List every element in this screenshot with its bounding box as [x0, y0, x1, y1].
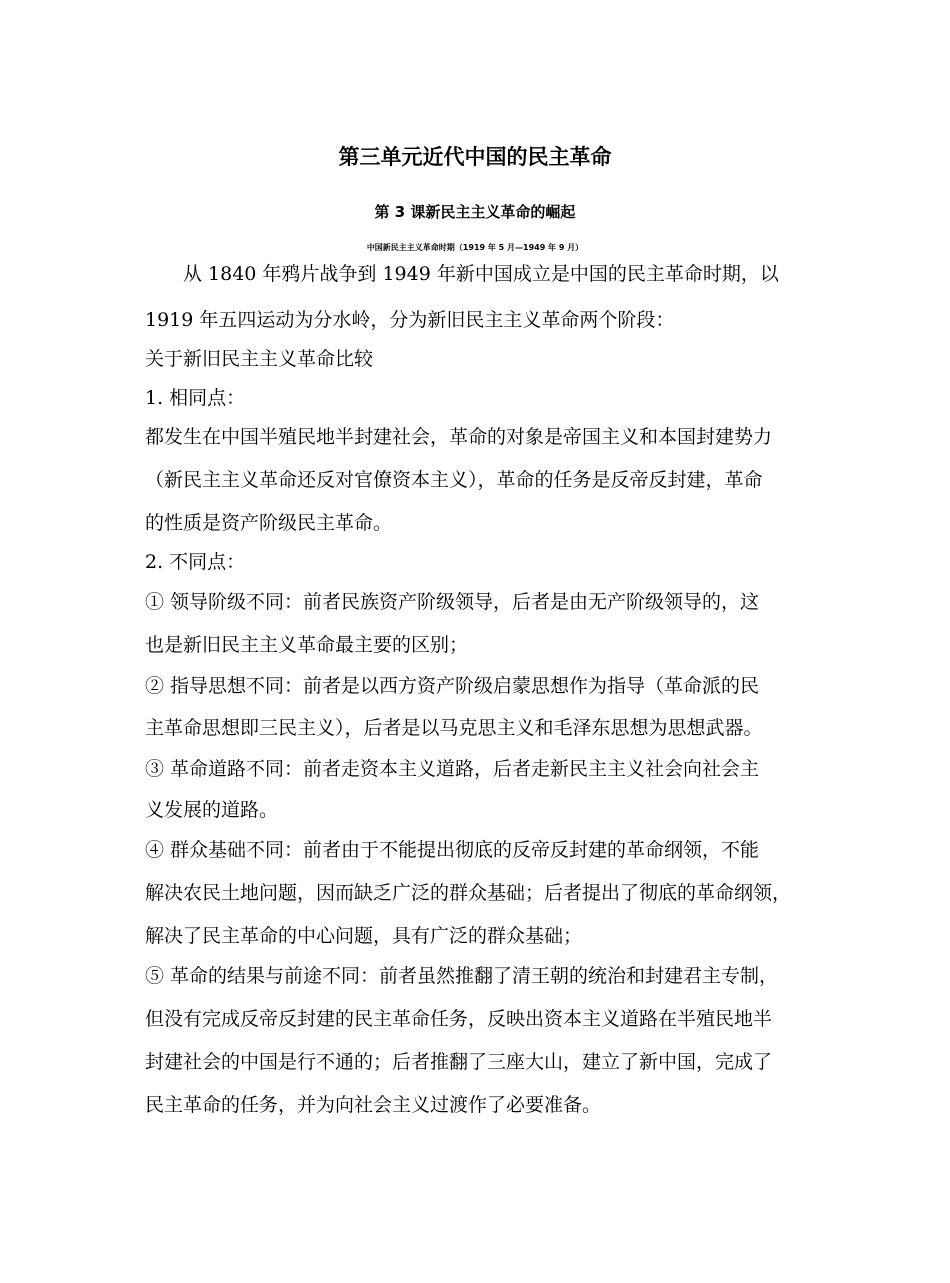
body-line: 解决了民主革命的中心问题，具有广泛的群众基础；	[145, 925, 583, 947]
body-line: ⑤ 革命的结果与前途不同：前者虽然推翻了清王朝的统治和封建君主专制，	[145, 965, 779, 987]
body-line: 民主革命的任务，并为向社会主义过渡作了必要准备。	[145, 1094, 602, 1116]
body-line: 的性质是资产阶级民主革命。	[145, 512, 393, 534]
body-line: ① 领导阶级不同：前者民族资产阶级领导，后者是由无产阶级领导的，这	[145, 591, 760, 613]
body-line: （新民主主义革命还反对官僚资本主义），革命的任务是反帝反封建，革命	[145, 469, 763, 491]
body-line: 关于新旧民主主义革命比较	[145, 348, 374, 370]
body-line: 解决农民土地问题，因而缺乏广泛的群众基础；后者提出了彻底的革命纲领，	[145, 882, 792, 904]
body-line: ③ 革命道路不同：前者走资本主义道路，后者走新民主主义社会向社会主	[145, 758, 760, 780]
lesson-title: 第 3 课新民主主义革命的崛起	[374, 203, 576, 221]
body-line: 也是新旧民主主义革命最主要的区别；	[145, 634, 469, 656]
body-line: ② 指导思想不同：前者是以西方资产阶级启蒙思想作为指导（革命派的民	[145, 675, 760, 697]
body-line: 主革命思想即三民主义），后者是以马克思主义和毛泽东思想为思想武器。	[145, 717, 763, 739]
body-line: 但没有完成反帝反封建的民主革命任务，反映出资本主义道路在半殖民地半	[145, 1008, 773, 1030]
unit-title: 第三单元近代中国的民主革命	[338, 145, 612, 169]
body-line: 义发展的道路。	[145, 799, 279, 821]
body-line: 2. 不同点：	[145, 551, 246, 573]
body-line: ④ 群众基础不同：前者由于不能提出彻底的反帝反封建的革命纲领，不能	[145, 839, 760, 861]
body-line: 都发生在中国半殖民地半封建社会，革命的对象是帝国主义和本国封建势力	[145, 426, 773, 448]
body-line: 从 1840 年鸦片战争到 1949 年新中国成立是中国的民主革命时期，以	[183, 263, 779, 285]
body-line: 1. 相同点：	[145, 387, 246, 409]
body-line: 1919 年五四运动为分水岭，分为新旧民主主义革命两个阶段：	[145, 309, 675, 331]
body-line: 封建社会的中国是行不通的；后者推翻了三座大山，建立了新中国，完成了	[145, 1051, 773, 1073]
period-heading: 中国新民主主义革命时期（1919 年 5 月—1949 年 9 月）	[366, 243, 584, 252]
